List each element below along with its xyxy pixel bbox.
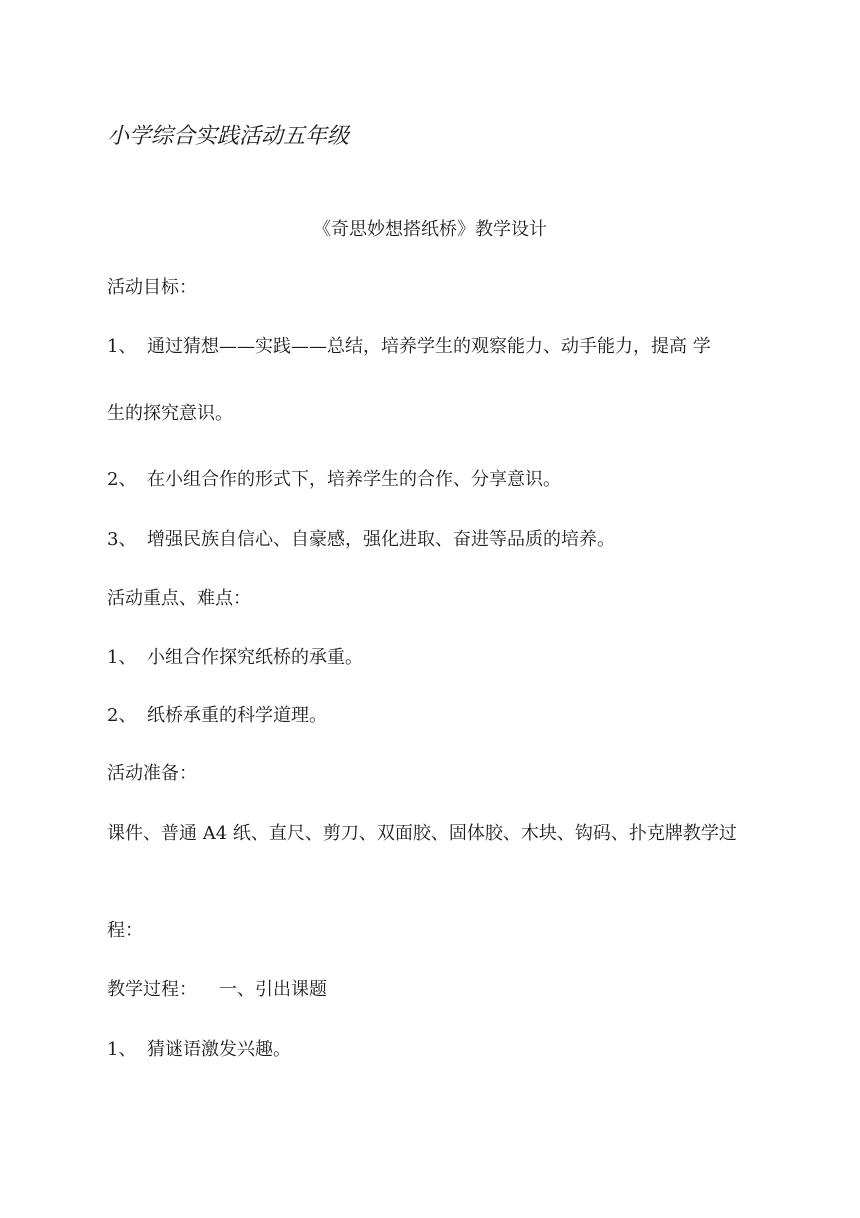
process-label: 教学过程： <box>107 979 197 1000</box>
process-step-text: 猜谜语激发兴趣。 <box>147 1039 291 1060</box>
goal-item-text: 在小组合作的形式下，培养学生的合作、分享意识。 <box>147 469 561 490</box>
goal-item-number: 1、 <box>107 336 137 357</box>
document-title: 《奇思妙想搭纸桥》教学设计 <box>313 219 547 240</box>
goal-item-text: 生的探究意识。 <box>107 403 233 424</box>
preparation-text-continued: 程： <box>107 920 143 941</box>
goal-item-2 <box>107 468 561 492</box>
process-step-1 <box>107 1038 291 1062</box>
goal-item-text: 通过猜想——实践——总结，培养学生的观察能力、动手能力，提高 学 <box>147 336 711 357</box>
goal-item-1 <box>107 335 711 359</box>
goal-item-3 <box>107 528 615 552</box>
key-point-item-1 <box>107 646 363 670</box>
key-point-text: 纸桥承重的科学道理。 <box>147 705 327 726</box>
preparation-text: 课件、普通 A4 纸、直尺、剪刀、双面胶、固体胶、木块、钩码、扑克牌教学过 <box>107 823 737 844</box>
section-key-points-heading: 活动重点、难点： <box>107 588 251 609</box>
section-preparation-heading: 活动准备： <box>107 763 197 784</box>
process-step-number: 1、 <box>107 1039 137 1060</box>
key-point-number: 1、 <box>107 647 137 668</box>
goal-item-1-continued <box>107 402 233 426</box>
key-point-text: 小组合作探究纸桥的承重。 <box>147 647 363 668</box>
goal-item-text: 增强民族自信心、自豪感，强化进取、奋进等品质的培养。 <box>147 529 615 550</box>
process-heading-line <box>107 978 327 1002</box>
section-goals-heading: 活动目标： <box>107 277 197 298</box>
document-heading: 小学综合实践活动五年级 <box>107 124 350 149</box>
key-point-number: 2、 <box>107 705 137 726</box>
key-point-item-2 <box>107 704 327 728</box>
process-part-title: 一、引出课题 <box>219 979 327 1000</box>
goal-item-number: 2、 <box>107 469 137 490</box>
goal-item-number: 3、 <box>107 529 137 550</box>
